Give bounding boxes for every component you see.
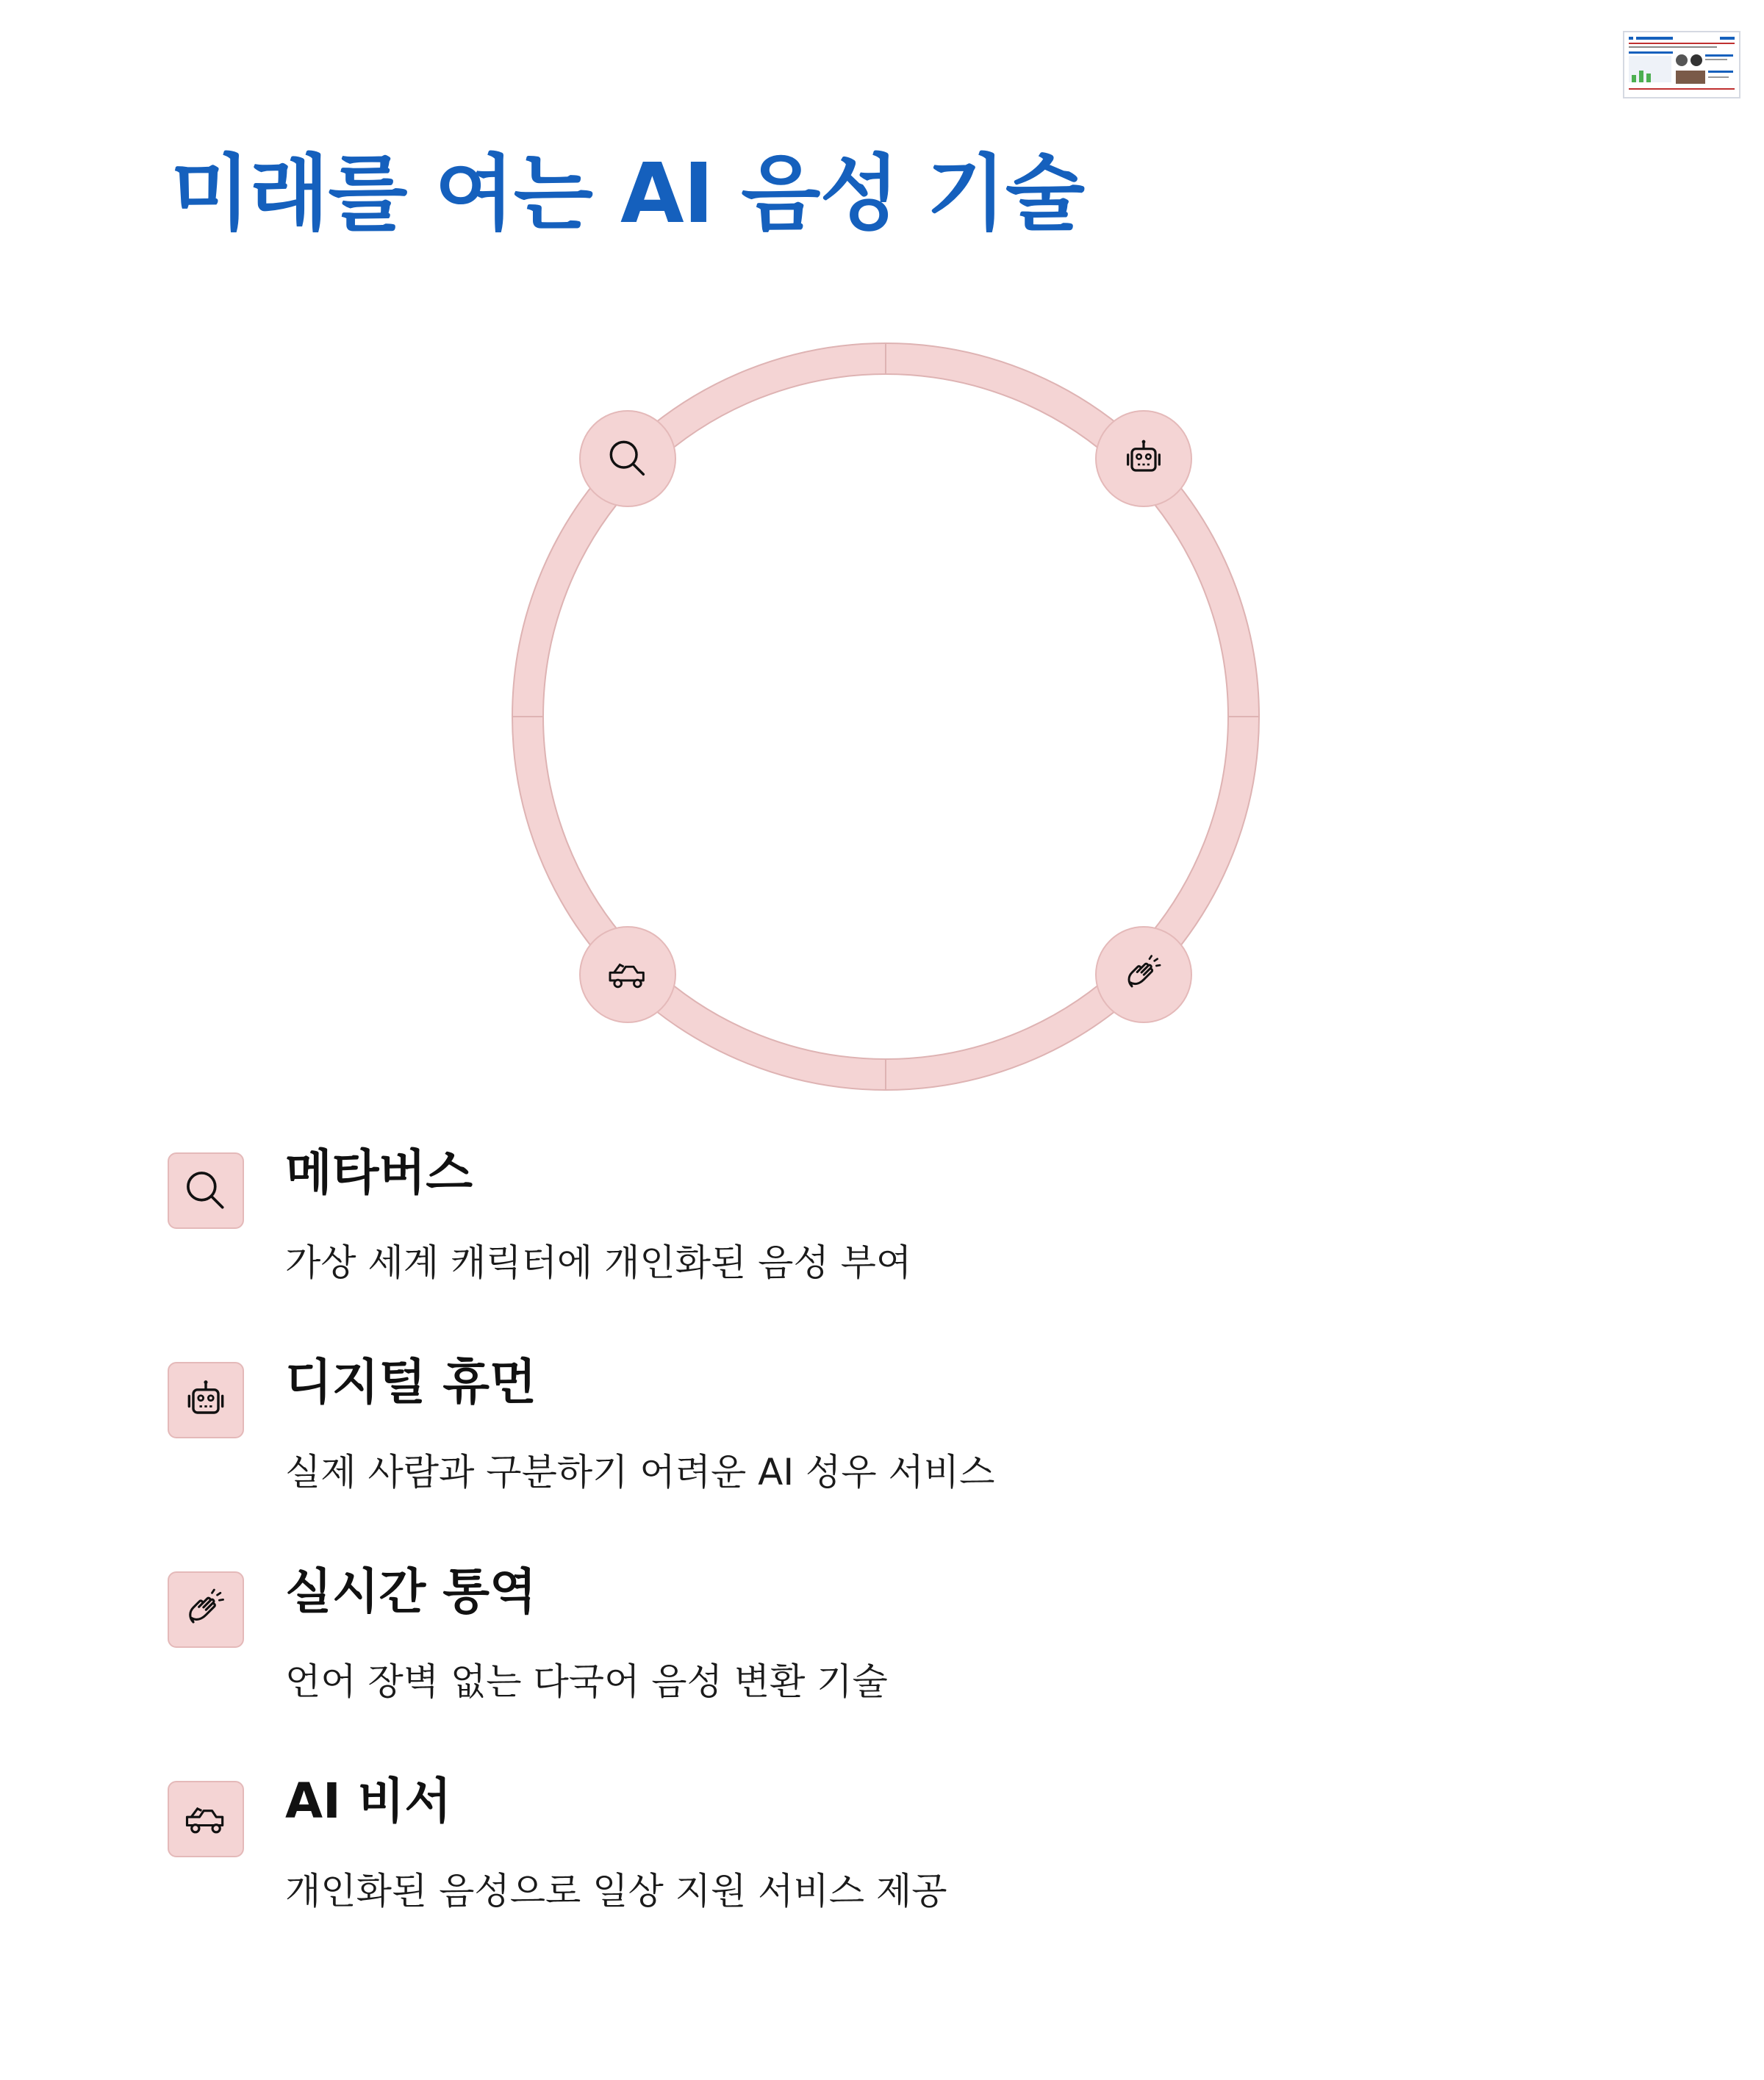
- cycle-node-truck: [579, 926, 676, 1023]
- item-title: 실시간 통역: [285, 1563, 537, 1620]
- robot-icon: [1120, 435, 1167, 482]
- list-item: [168, 1563, 1564, 1775]
- clapping-hands-icon: [181, 1585, 231, 1635]
- list-item: [168, 1775, 1564, 1984]
- tow-truck-icon: [604, 951, 651, 998]
- feature-list: [168, 1144, 1564, 1984]
- item-description: 가상 세계 캐릭터에 개인화된 음성 부여: [285, 1241, 912, 1284]
- item-icon-box: [168, 1152, 244, 1229]
- item-description: 개인화된 음성으로 일상 지원 서비스 제공: [285, 1870, 947, 1912]
- page-title: 미래를 여는 AI 음성 기술: [171, 146, 1085, 242]
- item-icon-box: [168, 1362, 244, 1438]
- list-item: [168, 1356, 1564, 1566]
- item-icon-box: [168, 1781, 244, 1857]
- cycle-node-robot: [1095, 410, 1192, 507]
- item-description: 언어 장벽 없는 다국어 음성 변환 기술: [285, 1660, 888, 1703]
- search-icon: [181, 1166, 231, 1216]
- item-icon-box: [168, 1571, 244, 1648]
- search-icon: [604, 435, 651, 482]
- item-title: 메타버스: [285, 1144, 473, 1201]
- item-title: 디지털 휴먼: [285, 1354, 537, 1410]
- item-description: 실제 사람과 구분하기 어려운 AI 성우 서비스: [285, 1451, 995, 1493]
- cycle-node-clapping: [1095, 926, 1192, 1023]
- item-title: AI 비서: [285, 1773, 452, 1829]
- clapping-hands-icon: [1120, 951, 1167, 998]
- cycle-diagram: [500, 331, 1272, 1102]
- list-item: [168, 1144, 1564, 1356]
- tow-truck-icon: [181, 1794, 231, 1844]
- cycle-node-search: [579, 410, 676, 507]
- robot-icon: [181, 1375, 231, 1425]
- slide-thumbnail[interactable]: [1623, 31, 1740, 98]
